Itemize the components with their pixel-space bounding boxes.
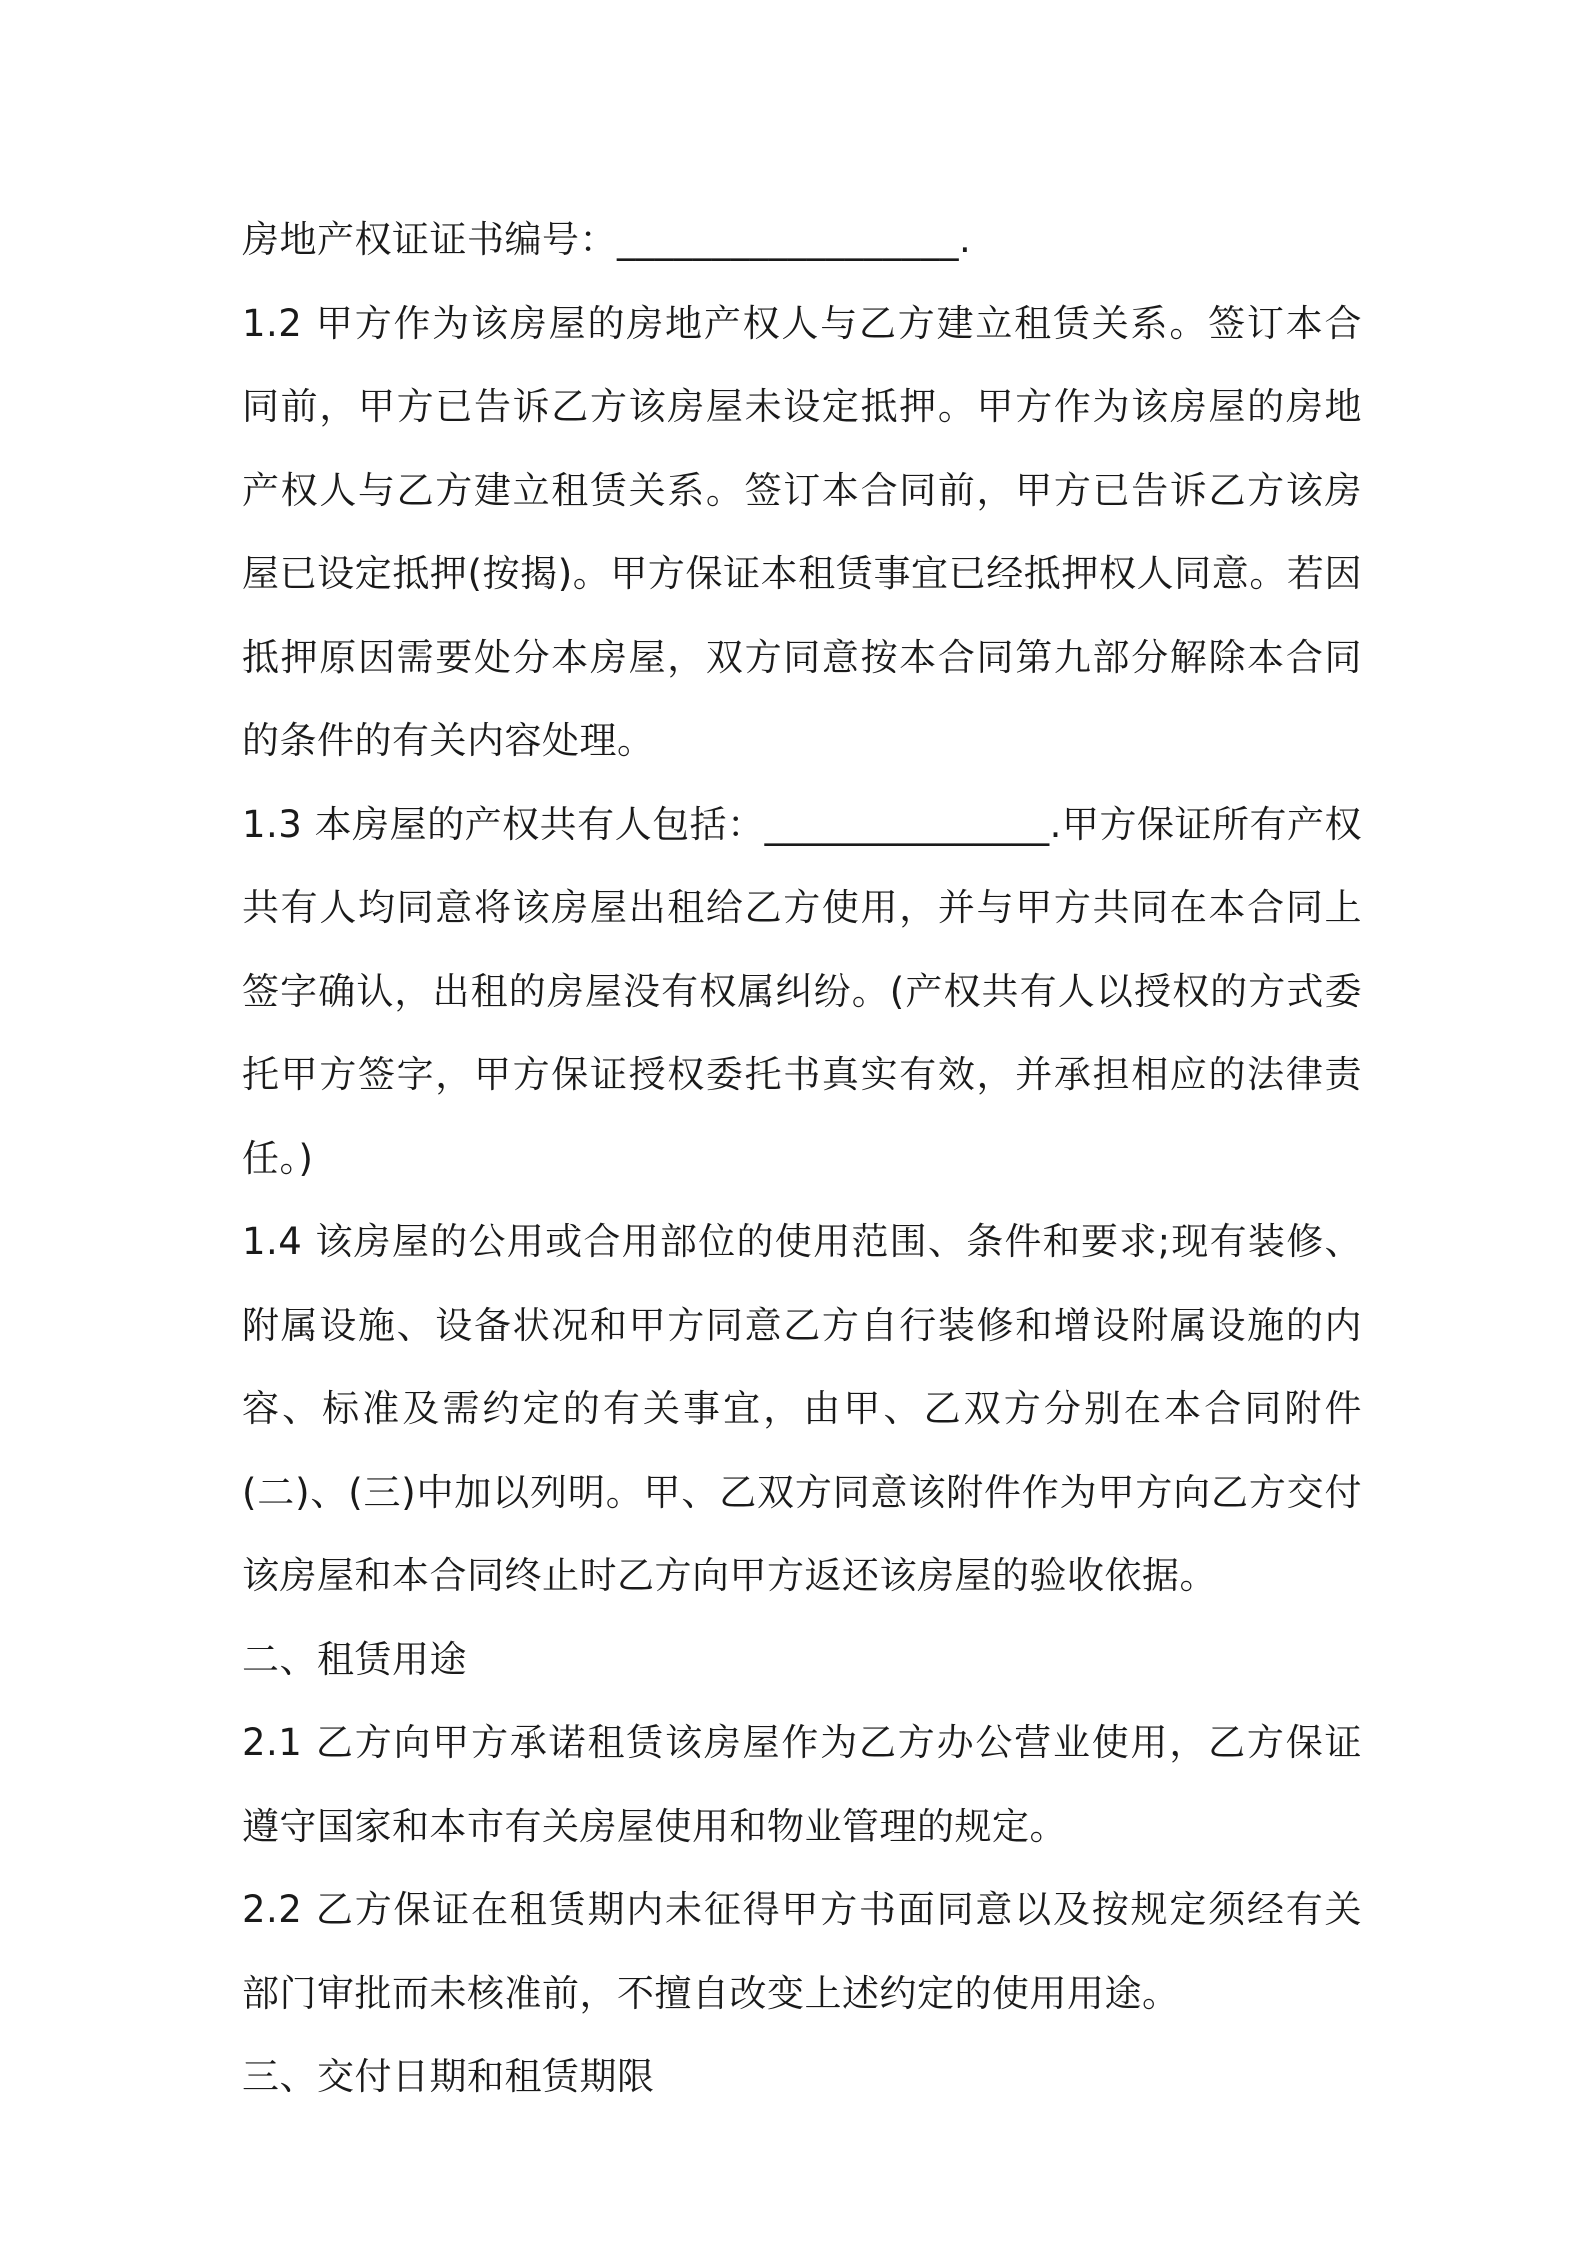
document-body bbox=[242, 198, 1362, 2119]
section-2-heading: 二、租赁用途 bbox=[242, 1637, 467, 1681]
section-3-heading: 三、交付日期和租赁期限 bbox=[242, 2055, 655, 2098]
clause-1-3: 1.3 本房屋的产权共有人包括：_______________.甲方保证所有产权共有人均同意将该房屋出租给乙方使用，并与甲方共同在本合同上签字确认，出租的房屋没有权属纠纷。(产权共有人以授权的方式委托甲方签字，甲方保证授权委托书真实有效，并承担相应的法律责任。) bbox=[242, 802, 1362, 1180]
certificate-number-line: 房地产权证证书编号：__________________. bbox=[242, 218, 972, 261]
clause-1-2: 1.2 甲方作为该房屋的房地产权人与乙方建立租赁关系。签订本合同前，甲方已告诉乙方该房屋未设定抵押。甲方作为该房屋的房地产权人与乙方建立租赁关系。签订本合同前，甲方已告诉乙方该房屋已设定抵押(按揭)。甲方保证本租赁事宜已经抵押权人同意。若因抵押原因需要处分本房屋，双方同意按本合同第九部分解除本合同的条件的有关内容处理。 bbox=[242, 301, 1362, 762]
clause-1-4: 1.4 该房屋的公用或合用部位的使用范围、条件和要求;现有装修、附属设施、设备状况和甲方同意乙方自行装修和增设附属设施的内容、标准及需约定的有关事宜，由甲、乙双方分别在本合同附件(二)、(三)中加以列明。甲、乙双方同意该附件作为甲方向乙方交付该房屋和本合同终止时乙方向甲方返还该房屋的验收依据。 bbox=[242, 1220, 1362, 1597]
clause-2-1: 2.1 乙方向甲方承诺租赁该房屋作为乙方办公营业使用，乙方保证遵守国家和本市有关房屋使用和物业管理的规定。 bbox=[242, 1721, 1362, 1848]
clause-2-2: 2.2 乙方保证在租赁期内未征得甲方书面同意以及按规定须经有关部门审批而未核准前，不擅自改变上述约定的使用用途。 bbox=[242, 1888, 1362, 2015]
